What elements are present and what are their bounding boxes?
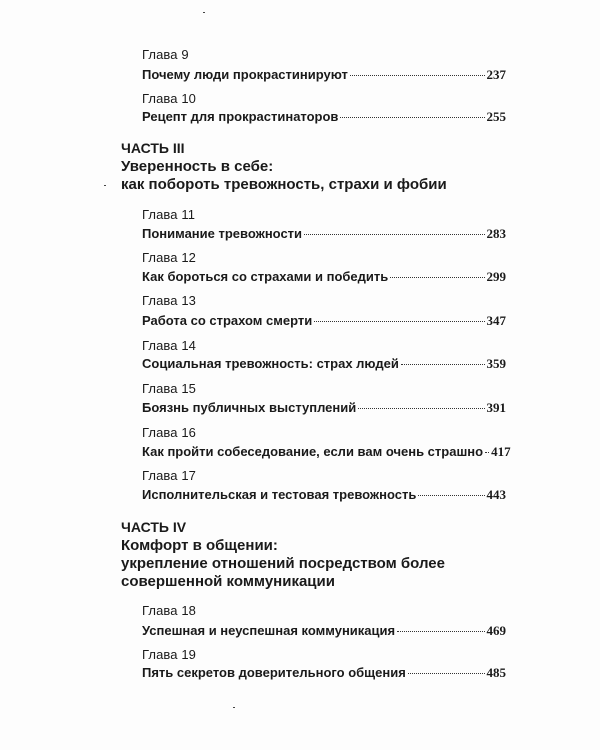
page-number: 347 [486,313,506,328]
scan-speck [233,707,235,708]
chapter-label: Глава 13 [142,293,196,308]
toc-entry[interactable] [142,623,506,639]
chapter-title: Социальная тревожность: страх людей [142,356,399,371]
toc-entry[interactable] [142,269,506,285]
chapter-title: Понимание тревожности [142,226,303,241]
part-title [121,158,447,194]
page-number: 391 [486,400,506,415]
page-number: 299 [486,269,506,284]
chapter-label: Глава 10 [142,91,196,106]
chapter-label: Глава 15 [142,381,196,396]
part-title-line: Комфорт в общении: [121,537,278,554]
page-number: 417 [491,444,511,459]
chapter-label: Глава 19 [142,647,196,662]
chapter-title: Рецепт для прокрастинаторов [142,109,339,124]
dot-leader [418,495,484,496]
part-label: ЧАСТЬ III [121,140,185,156]
toc-entry[interactable] [142,444,511,460]
page-number: 283 [486,226,506,241]
dot-leader [358,408,484,409]
toc-entry[interactable] [142,400,506,416]
scan-speck [104,185,106,186]
dot-leader [401,364,485,365]
toc-entry[interactable] [142,356,506,372]
part-title-line: совершенной коммуникации [121,573,335,590]
chapter-title: Исполнительская и тестовая тревожность [142,487,417,502]
dot-leader [390,277,484,278]
dot-leader [397,631,484,632]
chapter-title: Как пройти собеседование, если вам очень страшно [142,444,484,459]
toc-entry[interactable] [142,226,506,242]
page-number: 237 [486,67,506,82]
dot-leader [408,673,485,674]
toc-entry[interactable] [142,665,506,681]
chapter-title: Работа со страхом смерти [142,313,313,328]
chapter-title: Пять секретов доверительного общения [142,665,406,680]
page-number: 469 [486,623,506,638]
part-title-line: как побороть тревожность, страхи и фобии [121,176,447,193]
chapter-label: Глава 9 [142,47,189,62]
chapter-label: Глава 16 [142,425,196,440]
chapter-label: Глава 17 [142,468,196,483]
part-title [121,537,445,591]
part-title-line: укрепление отношений посредством более [121,555,445,572]
chapter-title: Как бороться со страхами и победить [142,269,389,284]
chapter-title: Боязнь публичных выступлений [142,400,357,415]
page-number: 485 [486,665,506,680]
chapter-label: Глава 12 [142,250,196,265]
toc-entry[interactable] [142,67,506,83]
toc-entry[interactable] [142,313,506,329]
chapter-label: Глава 18 [142,603,196,618]
chapter-title: Почему люди прокрастинируют [142,67,348,82]
dot-leader [304,234,484,235]
dot-leader [350,75,485,76]
page-number: 359 [486,356,506,371]
scan-speck [203,12,205,13]
toc-entry[interactable] [142,109,506,125]
chapter-label: Глава 14 [142,338,196,353]
dot-leader [314,321,484,322]
dot-leader [485,452,489,453]
dot-leader [340,117,484,118]
page-number: 443 [486,487,506,502]
toc-entry[interactable] [142,487,506,503]
chapter-title: Успешная и неуспешная коммуникация [142,623,396,638]
page-number: 255 [486,109,506,124]
part-title-line: Уверенность в себе: [121,158,274,175]
chapter-label: Глава 11 [142,207,196,222]
part-label: ЧАСТЬ IV [121,519,187,535]
